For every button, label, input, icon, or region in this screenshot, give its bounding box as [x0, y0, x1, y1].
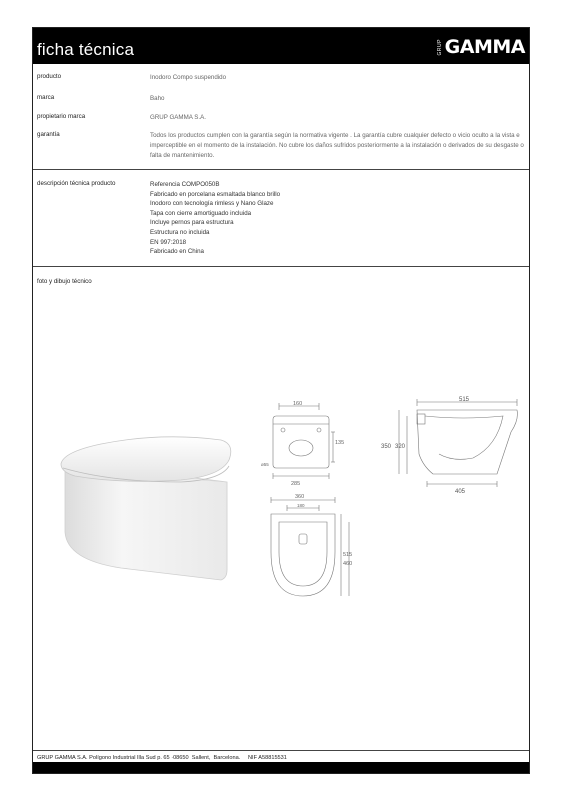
propietario-value: GRUP GAMMA S.A. — [150, 114, 206, 121]
garantia-value: Todos los productos cumplen con la garantía según la normativa vigente . La garantía cubre cualquier defecto o vicio oculto a la vista e imperceptible en el momento de la instalación. No cubre los daños sufridos posteriormente a la instalación o derivados de su desgaste o falta de mantenimiento. — [150, 132, 524, 159]
side-view-drawing — [373, 396, 523, 496]
dim-515-plan: 515 — [343, 552, 353, 558]
divider — [33, 266, 529, 267]
dim-135: 135 — [335, 440, 345, 446]
dim-460: 460 — [343, 561, 353, 567]
dim-160: 160 — [293, 401, 303, 407]
spec-line: Tapa con cierre amortiguado incluida — [150, 209, 252, 217]
product-photo — [51, 420, 266, 585]
spec-line: Referencia COMPO050B — [150, 181, 220, 188]
footer-divider — [33, 750, 529, 751]
producto-label: producto — [37, 73, 62, 80]
dim-360: 360 — [295, 494, 305, 500]
marca-label: marca — [37, 94, 55, 101]
spec-line: Estructura no incluida — [150, 228, 210, 236]
marca-value: Baho — [150, 95, 165, 102]
spec-line: Incluye pernos para estructura — [150, 219, 234, 227]
technical-sheet — [32, 27, 530, 774]
dim-dia: ø55 — [261, 462, 269, 467]
photo-label: foto y dibujo técnico — [37, 278, 92, 285]
spec-line: Fabricado en China — [150, 248, 205, 256]
spec-line: EN 997:2018 — [150, 238, 187, 246]
logo-grup: GRUP — [436, 38, 443, 56]
dim-515: 515 — [459, 397, 470, 403]
divider — [33, 169, 529, 170]
dim-180: 180 — [297, 503, 305, 508]
dim-405: 405 — [455, 489, 466, 495]
spec-label: descripción técnica producto — [37, 180, 116, 187]
footer-address: GRUP GAMMA S.A. Polígono Industrial Illa Sud p. 65 ·08650 Sallent, Barcelona. NIF A58815531 — [37, 755, 287, 761]
dim-320: 320 — [395, 444, 406, 450]
header-bar — [33, 28, 529, 64]
rear-view-drawing — [261, 398, 351, 493]
plan-view-drawing — [261, 492, 361, 602]
producto-value: Inodoro Compo suspendido — [150, 74, 227, 81]
dim-350: 350 — [381, 444, 392, 450]
page-title: ficha técnica — [37, 40, 135, 59]
propietario-label: propietario marca — [37, 113, 86, 120]
dim-285: 285 — [291, 481, 301, 487]
brand-logo — [438, 37, 525, 57]
spec-list — [150, 180, 525, 257]
spec-line: Fabricado en porcelana esmaltada blanco brillo — [150, 190, 281, 198]
garantia-label: garantía — [37, 131, 60, 138]
logo-gamma: GAMMA — [444, 36, 525, 58]
spec-line: Inodoro con tecnología rimless y Nano Glaze — [150, 200, 274, 208]
footer-bar — [33, 762, 529, 773]
